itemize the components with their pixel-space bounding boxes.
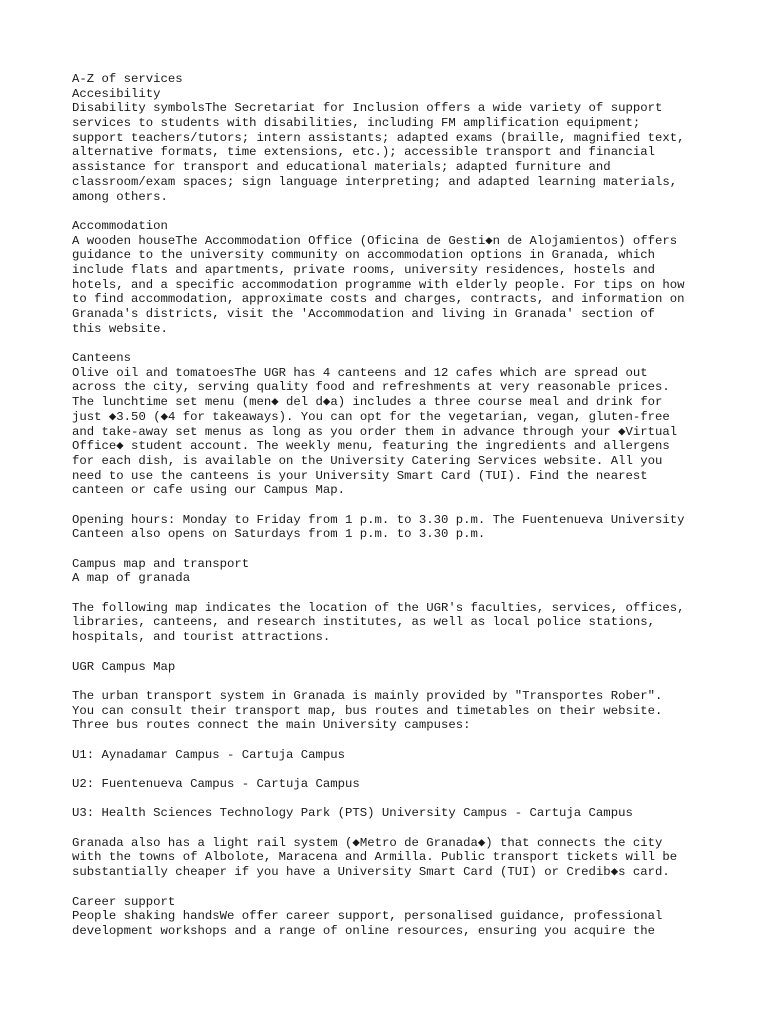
text-line: with the towns of Albolote, Maracena and Armilla. Public transport tickets will be [72, 850, 678, 865]
blank-line [72, 733, 732, 748]
text-line: development workshops and a range of online resources, ensuring you acquire the [72, 923, 655, 938]
text-line: and take-away set menus as long as you order them in advance through your ◆Virtual [72, 424, 678, 439]
text-line: for each dish, is available on the University Catering Services website. All you [72, 453, 663, 468]
text-line: classroom/exam spaces; sign language interpreting; and adapted learning materials, [72, 174, 678, 189]
text-line: to find accommodation, approximate costs and charges, contracts, and information on [72, 292, 685, 307]
text-line: Opening hours: Monday to Friday from 1 p.m. to 3.30 p.m. The Fuentenueva University [72, 512, 685, 527]
text-line: You can consult their transport map, bus routes and timetables on their website. [72, 703, 663, 718]
blank-line [72, 542, 732, 557]
text-line: A-Z of services [72, 72, 183, 86]
text-line: Disability symbolsThe Secretariat for Inclusion offers a wide variety of support [72, 101, 663, 116]
blank-line [72, 204, 732, 219]
text-line: U2: Fuentenueva Campus - Cartuja Campus [72, 777, 360, 791]
text-line: just ◆3.50 (◆4 for takeaways). You can opt for the vegetarian, vegan, gluten-free [72, 409, 670, 424]
blank-line [72, 674, 732, 689]
document-body [72, 72, 732, 939]
text-line: Campus map and transport [72, 556, 250, 571]
text-line: services to students with disabilities, including FM amplification equipment; [72, 116, 641, 131]
text-line: People shaking handsWe offer career support, personalised guidance, professional [72, 909, 663, 924]
text-line: The lunchtime set menu (men◆ del d◆a) includes a three course meal and drink for [72, 395, 663, 410]
text-line: this website. [72, 321, 168, 336]
blank-line [72, 498, 732, 513]
text-line: guidance to the university community on accommodation options in Granada, which [72, 248, 655, 263]
text-line: include flats and apartments, private rooms, university residences, hostels and [72, 262, 655, 277]
text-line: Accesibility [72, 86, 161, 101]
text-line: U3: Health Sciences Technology Park (PTS) University Campus - Cartuja Campus [72, 806, 633, 821]
text-line: Canteen also opens on Saturdays from 1 p.m. to 3.30 p.m. [72, 527, 486, 542]
text-line: The following map indicates the location of the UGR's faculties, services, offices, [72, 600, 685, 615]
text-line: Office◆ student account. The weekly menu, featuring the ingredients and allergens [72, 439, 670, 454]
text-line: Olive oil and tomatoesThe UGR has 4 canteens and 12 cafes which are spread out [72, 365, 648, 380]
text-line: hotels, and a specific accommodation programme with elderly people. For tips on how [72, 277, 685, 292]
blank-line [72, 792, 732, 807]
text-line: Career support [72, 894, 176, 909]
text-line: Granada also has a light rail system (◆Metro de Granada◆) that connects the city [72, 835, 663, 850]
text-line: Granada's districts, visit the 'Accommodation and living in Granada' section of [72, 307, 655, 321]
text-line: substantially cheaper if you have a University Smart Card (TUI) or Credib◆s card. [72, 865, 670, 880]
text-line: need to use the canteens is your University Smart Card (TUI). Find the nearest [72, 468, 648, 483]
text-line: assistance for transport and educational materials; adapted furniture and [72, 160, 611, 175]
blank-line [72, 586, 732, 601]
text-line: Canteens [72, 351, 132, 366]
text-line: hospitals, and tourist attractions. [72, 630, 331, 645]
text-line: UGR Campus Map [72, 659, 176, 674]
text-line: libraries, canteens, and research institutes, as well as local police stations, [72, 615, 655, 630]
text-line: The urban transport system in Granada is mainly provided by "Transportes Rober". [72, 688, 663, 703]
blank-line [72, 336, 732, 351]
text-line: support teachers/tutors; intern assistants; adapted exams (braille, magnified text, [72, 130, 685, 145]
blank-line [72, 880, 732, 895]
text-line: alternative formats, time extensions, etc.); accessible transport and financial [72, 145, 655, 160]
text-line: among others. [72, 189, 168, 204]
text-line: Accommodation [72, 218, 168, 233]
text-line: A wooden houseThe Accommodation Office (Oficina de Gesti◆n de Alojamientos) offers [72, 233, 678, 248]
text-line: U1: Aynadamar Campus - Cartuja Campus [72, 747, 346, 762]
text-line: Three bus routes connect the main University campuses: [72, 718, 471, 733]
text-line: canteen or cafe using our Campus Map. [72, 483, 346, 498]
blank-line [72, 645, 732, 660]
blank-line [72, 762, 732, 777]
text-line: A map of granada [72, 571, 191, 586]
text-line: across the city, serving quality food and refreshments at very reasonable prices. [72, 380, 670, 395]
blank-line [72, 821, 732, 836]
